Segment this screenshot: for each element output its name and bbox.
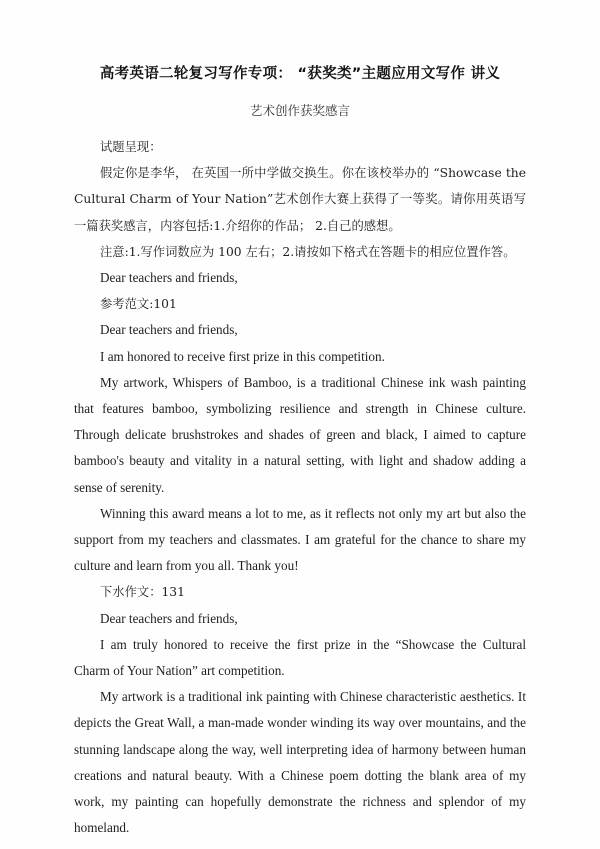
sample-2-salutation: Dear teachers and friends,: [100, 610, 238, 626]
sample-2-label: 下水作文：131: [100, 585, 185, 600]
sample-2-paragraph: I am truly honored to receive the first prize in the “Showcase the Cultural Charm of Your Nation” art competition.: [74, 636, 526, 679]
salutation-template: Dear teachers and friends,: [100, 270, 238, 286]
sample-1-paragraph: My artwork, Whispers of Bamboo, is a traditional Chinese ink wash painting that features bamboo, symbolizing resilience and strength in Chinese culture. Through delicate brushstrokes and shades of green and black, I aimed to capture bamboo's beauty and vitality in a natural setting, with light and shadow adding a sense of serenity.: [74, 374, 526, 495]
sample-1-paragraph: Winning this award means a lot to me, as it reflects not only my art but also the support from my teachers and classmates. I am grateful for the chance to share my culture and learn from you all. Thank you!: [74, 505, 526, 574]
document-title: 高考英语二轮复习写作专项： “获奖类”主题应用文写作 讲义: [99, 66, 501, 82]
sample-2-paragraph: My artwork is a traditional ink painting with Chinese characteristic aesthetics. It depicts the Great Wall, a man-made wonder winding its way over mountains, and the stunning landscape along the way, well interpreting idea of harmony between human creations and natural beauty. With a Chinese poem dotting the blank area of my work, my painting can hopefully demonstrate the richness and splendor of my homeland.: [74, 689, 526, 836]
sample-1-salutation: Dear teachers and friends,: [100, 322, 238, 338]
document-body: [74, 134, 526, 841]
sample-1-paragraph: I am honored to receive first prize in this competition.: [100, 348, 385, 364]
task-heading: 试题呈现：: [100, 140, 162, 154]
task-notes: 注意:1.写作词数应为 100 左右；2.请按如下格式在答题卡的相应位置作答。: [100, 244, 516, 259]
sample-1-label: 参考范文:101: [100, 297, 177, 312]
document-subtitle: 艺术创作获奖感言: [249, 103, 350, 118]
task-prompt: 假定你是李华， 在英国一所中学做交换生。你在该校举办的 “Showcase the Cultural Charm of Your Nation”艺术创作大赛上获得了一等奖。请你用英语写一篇获奖感言，内容包括:1.介绍你的作品； 2.自己的感想。: [74, 166, 526, 233]
